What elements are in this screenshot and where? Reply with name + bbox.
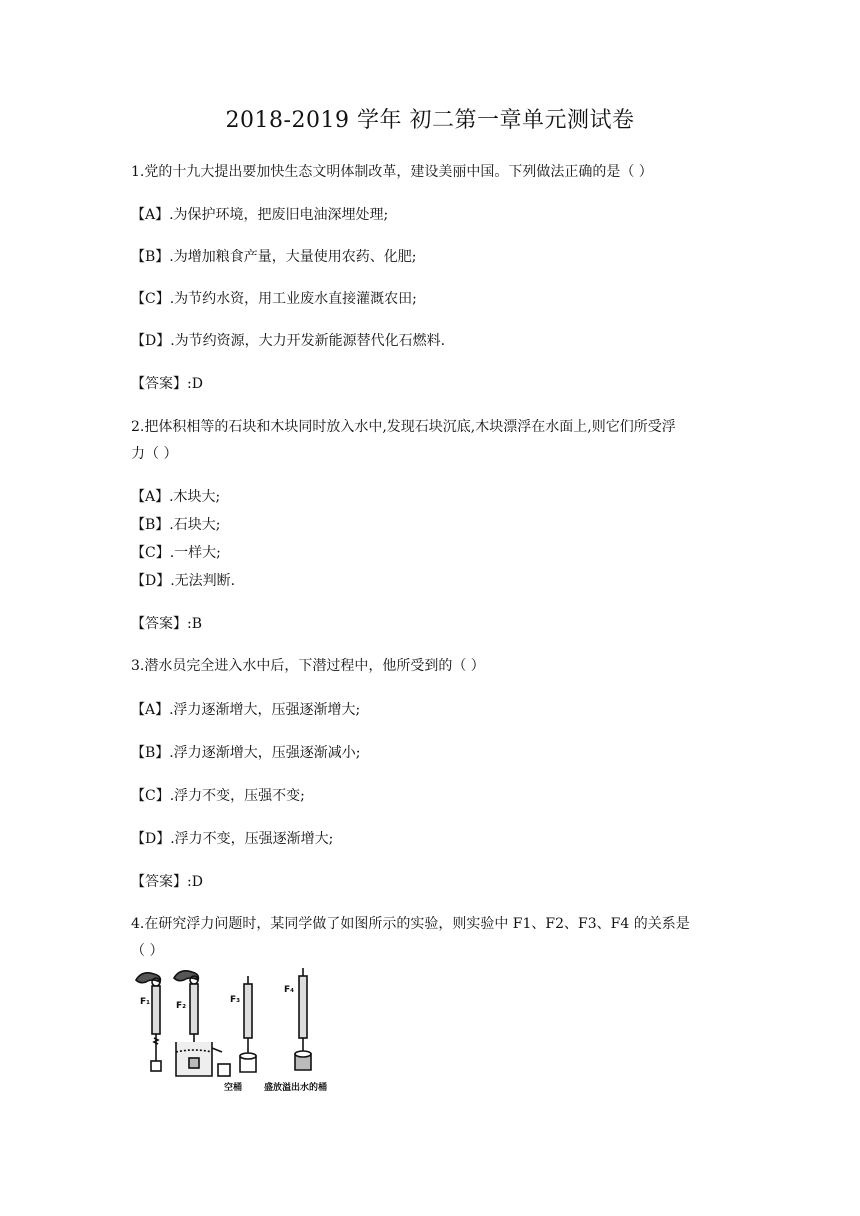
experiment-figure xyxy=(132,968,352,1092)
weight-block-1 xyxy=(151,1061,161,1071)
caption-full-bucket: 盛放溢出水的桶 xyxy=(264,1083,328,1092)
question-1-option-a: 【A】.为保护环境，把废旧电油深埋处理; xyxy=(131,207,389,223)
question-2-option-a: 【A】.木块大; xyxy=(131,489,221,505)
question-3-option-d: 【D】.浮力不变，压强逐渐增大; xyxy=(131,831,334,847)
question-2-answer: 【答案】:B xyxy=(131,616,203,632)
document-title: 2018-2019 学年 初二第一章单元测试卷 xyxy=(225,108,635,133)
label-f4: F₄ xyxy=(284,985,295,995)
label-f2: F₂ xyxy=(176,1001,187,1011)
question-1-option-b: 【B】.为增加粮食产量，大量使用农药、化肥; xyxy=(131,249,417,265)
question-2-option-c: 【C】.一样大; xyxy=(131,545,221,561)
spring-scale-4 xyxy=(299,976,307,1038)
spring-scale-2 xyxy=(190,984,198,1034)
question-2-stem-line-1: 2.把体积相等的石块和木块同时放入水中,发现石块沉底,木块漂浮在水面上,则它们所受浮 xyxy=(131,419,676,435)
question-4-stem-line-2: （ ） xyxy=(131,943,164,959)
question-3-answer: 【答案】:D xyxy=(131,874,203,890)
question-3-stem: 3.潜水员完全进入水中后，下潜过程中，他所受到的（ ） xyxy=(131,658,485,674)
question-1-stem: 1.党的十九大提出要加快生态文明体制改革，建设美丽中国。下列做法正确的是（ ） xyxy=(131,164,653,180)
question-2-stem-line-2: 力（ ） xyxy=(131,446,178,462)
question-3-option-b: 【B】.浮力逐渐增大，压强逐渐减小; xyxy=(131,745,361,761)
question-4-stem-line-1: 4.在研究浮力问题时，某同学做了如图所示的实验，则实验中 F1、F2、F3、F4 的关系是 xyxy=(131,916,690,932)
label-f3: F₃ xyxy=(230,995,241,1005)
question-3-option-c: 【C】.浮力不变，压强不变; xyxy=(131,788,305,804)
spring-scale-1 xyxy=(152,986,160,1034)
question-2-option-d: 【D】.无法判断. xyxy=(131,573,236,589)
question-2-option-b: 【B】.石块大; xyxy=(131,517,221,533)
question-1-option-d: 【D】.为节约资源，大力开发新能源替代化石燃料. xyxy=(131,333,446,349)
catch-bucket xyxy=(218,1064,230,1076)
question-3-option-a: 【A】.浮力逐渐增大，压强逐渐增大; xyxy=(131,702,361,718)
question-1-option-c: 【C】.为节约水资，用工业废水直接灌溉农田; xyxy=(131,291,417,307)
caption-empty-bucket: 空桶 xyxy=(224,1083,243,1092)
question-1-answer: 【答案】:D xyxy=(131,376,203,392)
spring-scale-3 xyxy=(244,984,252,1038)
label-f1: F₁ xyxy=(140,997,151,1007)
